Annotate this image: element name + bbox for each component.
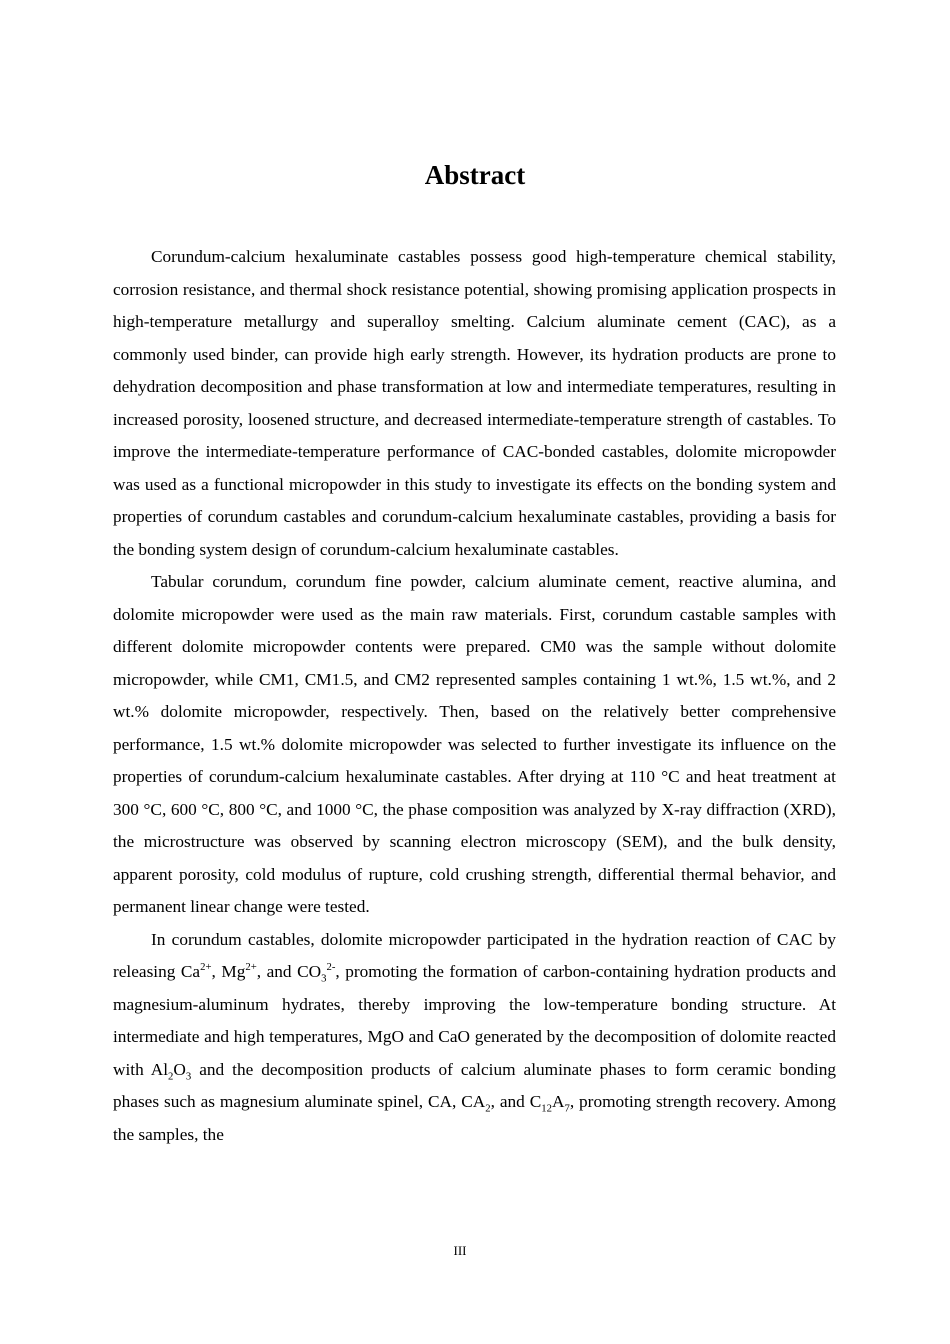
subscript: 12 <box>541 1102 552 1115</box>
paragraph-text: , Mg <box>211 962 246 981</box>
superscript: 2+ <box>200 961 212 974</box>
paragraph-text: , and C <box>490 1092 542 1111</box>
paragraph-text: In corundum castables, dolomite micropowder participated in the hydration reaction of CAC by releasing Ca <box>113 929 836 981</box>
paragraph-text: , promoting strength recovery. Among the samples, the <box>113 1092 836 1144</box>
superscript: 2+ <box>245 961 257 974</box>
paragraph-text: and the decomposition products of calcium aluminate phases to form ceramic bonding phases such as magnesium aluminate spinel, CA, CA <box>113 1059 836 1111</box>
abstract-paragraph-2: Tabular corundum, corundum fine powder, calcium aluminate cement, reactive alumina, and dolomite micropowder were used as the main raw materials. First, corundum castable samples with different dolomite micropowder contents were prepared. CM0 was the sample without dolomite micropowder, while CM1, CM1.5, and CM2 represented samples containing 1 wt.%, 1.5 wt.%, and 2 wt.% dolomite micropowder, respectively. Then, based on the relatively better comprehensive performance, 1.5 wt.% dolomite micropowder was selected to further investigate its influence on the properties of corundum-calcium hexaluminate castables. After drying at 110 °C and heat treatment at 300 °C, 600 °C, 800 °C, and 1000 °C, the phase composition was analyzed by X-ray diffraction (XRD), the microstructure was observed by scanning electron microscopy (SEM), and the bulk density, apparent porosity, cold modulus of rupture, cold crushing strength, differential thermal behavior, and permanent linear change were tested. <box>113 572 836 916</box>
paragraph-text: , promoting the formation of carbon-containing hydration products and magnesium-aluminum hydrates, thereby improving the low-temperature bonding structure. At intermediate and high temperatures, MgO and CaO generated by the decomposition of dolomite reacted with Al <box>113 962 836 1079</box>
page-title: Abstract <box>424 160 526 190</box>
abstract-body <box>113 241 836 1151</box>
abstract-paragraph-1: Corundum-calcium hexaluminate castables possess good high-temperature chemical stability, corrosion resistance, and thermal shock resistance potential, showing promising application prospects in high-temperature metallurgy and superalloy smelting. Calcium aluminate cement (CAC), as a commonly used binder, can provide high early strength. However, its hydration products are prone to dehydration decomposition and phase transformation at low and intermediate temperatures, resulting in increased porosity, loosened structure, and decreased intermediate-temperature strength of castables. To improve the intermediate-temperature performance of CAC-bonded castables, dolomite micropowder was used as a functional micropowder in this study to investigate its effects on the bonding system and properties of corundum castables and corundum-calcium hexaluminate castables, providing a basis for the bonding system design of corundum-calcium hexaluminate castables. <box>113 247 836 559</box>
abstract-paragraph-3 <box>113 924 836 1152</box>
page-number: III <box>453 1243 467 1258</box>
paragraph-text: , and CO <box>256 962 322 981</box>
subscript: 2 <box>485 1102 491 1115</box>
subscript: 3 <box>185 1069 192 1082</box>
subscript: 3 <box>321 972 327 985</box>
superscript: 2- <box>326 961 336 974</box>
paragraph-text: A <box>551 1092 565 1111</box>
subscript: 7 <box>564 1102 570 1115</box>
paragraph-text: O <box>173 1059 186 1079</box>
subscript: 2 <box>168 1069 174 1082</box>
